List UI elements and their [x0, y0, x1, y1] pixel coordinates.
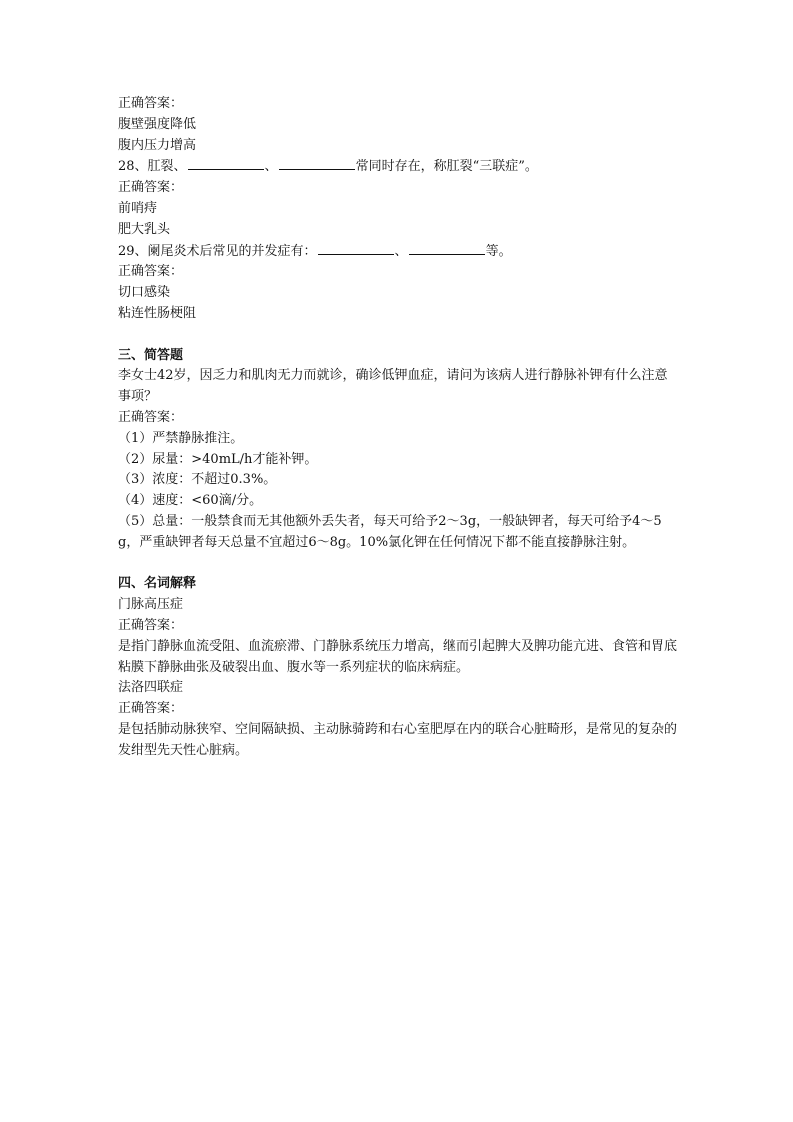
term-definition: 是包括肺动脉狭窄、空间隔缺损、主动脉骑跨和右心室肥厚在内的联合心脏畸形，是常见的复杂的发绀型先天性心脏病。	[118, 721, 678, 758]
question-28	[118, 156, 678, 178]
answer-label: 正确答案：	[118, 180, 184, 196]
answer-item: 前哨痔	[118, 200, 158, 216]
answer-label: 正确答案：	[118, 96, 184, 111]
answer-item: 腹内压力增高	[118, 137, 197, 153]
question-29	[118, 241, 678, 263]
section-heading: 三、简答题	[118, 347, 184, 363]
answer-item: （1）严禁静脉推注。	[118, 430, 244, 446]
answer-item: 粘连性肠梗阻	[118, 305, 197, 321]
short-answer-question: 李女士42岁，因乏力和肌肉无力而就诊，确诊低钾血症，请问为该病人进行静脉补钾有什么注意事项？	[118, 368, 668, 405]
answer-label: 正确答案：	[118, 701, 184, 717]
term-title: 门脉高压症	[118, 597, 184, 613]
fill-blank	[409, 241, 485, 255]
question-text: 等。	[485, 243, 512, 259]
answer-item: （3）浓度：不超过0.3%。	[118, 472, 277, 488]
answer-item: （2）尿量：>40mL/h才能补钾。	[118, 451, 318, 467]
term-title: 法洛四联症	[118, 680, 184, 696]
answer-item: 切口感染	[118, 285, 171, 301]
answer-item: （4）速度：<60滴/分。	[118, 493, 263, 509]
answer-item: 肥大乳头	[118, 221, 171, 237]
fill-blank	[318, 241, 394, 255]
spacer	[118, 325, 678, 346]
section-heading: 四、名词解释	[118, 576, 197, 592]
answer-label: 正确答案：	[118, 264, 184, 280]
answer-item: 腹壁强度降低	[118, 116, 197, 132]
answer-label: 正确答案：	[118, 617, 184, 633]
question-separator: 、	[394, 243, 408, 259]
fill-blank	[188, 156, 264, 170]
spacer	[118, 554, 678, 575]
document-page	[118, 94, 678, 762]
question-text: 29、阑尾炎术后常见的并发症有：	[118, 243, 317, 259]
term-definition: 是指门静脉血流受阻、血流瘀滞、门静脉系统压力增高，继而引起脾大及脾功能亢进、食管和胃底粘膜下静脉曲张及破裂出血、腹水等一系列症状的临床病症。	[118, 638, 678, 675]
answer-item: （5）总量：一般禁食而无其他额外丢失者，每天可给予2～3g，一般缺钾者，每天可给予4～5g，严重缺钾者每天总量不宜超过6～8g。10%氯化钾在任何情况下都不能直接静脉注射。	[118, 513, 662, 550]
question-text: 常同时存在，称肛裂“三联症”。	[355, 159, 538, 175]
fill-blank	[279, 156, 355, 170]
answer-label: 正确答案：	[118, 409, 184, 425]
question-separator: 、	[264, 159, 278, 175]
question-text: 28、肛裂、	[118, 159, 187, 175]
